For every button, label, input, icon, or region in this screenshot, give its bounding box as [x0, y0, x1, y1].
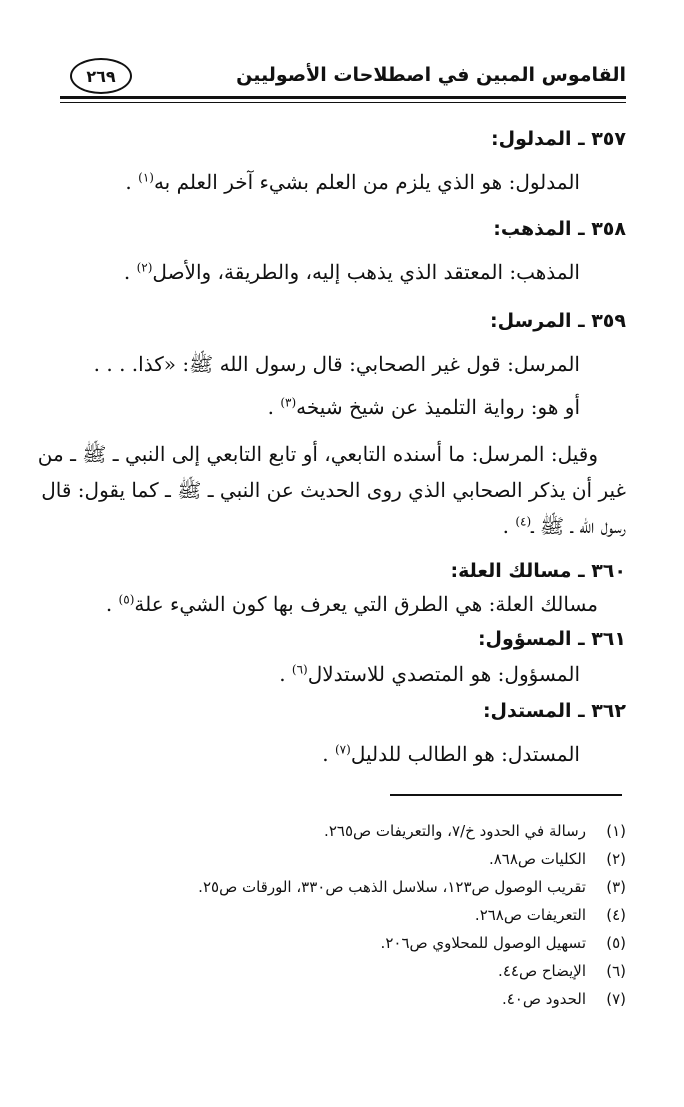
footnote-number: (٢)	[606, 850, 626, 868]
header-rule-thin	[60, 102, 626, 103]
footnote	[489, 850, 626, 868]
entry-definition: المرسل: قول غير الصحابي: قال رسول الله ﷺ: «كذا. . . .	[93, 352, 580, 376]
footnote	[381, 934, 626, 952]
footnote-text: تقريب الوصول ص١٢٣، سلاسل الذهب ص٣٣٠، الورقات ص٢٥.	[198, 878, 586, 896]
entry-definition	[124, 260, 580, 284]
footnote-ref: (٣)	[280, 395, 297, 410]
footnote-text: الكليات ص٨٦٨.	[488, 850, 586, 868]
header-rule-thick	[60, 96, 626, 99]
entry-definition-paragraph: رسول الله ـ ﷺ ـ$^{(٤)}$ .	[502, 514, 626, 538]
definition-period: .	[125, 170, 132, 194]
page-number: ٢٦٩	[70, 58, 132, 94]
footnote-separator	[390, 794, 622, 796]
footnote-number: (٣)	[606, 878, 626, 896]
footnote-text: الإيضاح ص٤٤.	[498, 962, 586, 980]
entry-definition-paragraph: غير أن يذكر الصحابي الذي روى الحديث عن النبي ـ ﷺ ـ كما يقول: قال	[41, 478, 626, 502]
entry-heading: ٣٦١ ـ المسؤول:	[477, 628, 626, 650]
footnote	[475, 906, 626, 924]
definition-text: المذهب: المعتقد الذي يذهب إليه، والطريقة، والأصل	[152, 260, 580, 284]
definition-period: .	[105, 592, 113, 616]
footnote	[502, 990, 626, 1008]
footnote-number: (٤)	[606, 906, 626, 924]
footnote-text: الحدود ص٤٠.	[501, 990, 586, 1008]
footnote	[498, 962, 626, 980]
entry-definition	[106, 592, 598, 616]
footnote-text: رسالة في الحدود خ/٧، والتعريفات ص٢٦٥.	[324, 822, 586, 840]
footnote-ref: (١)	[138, 170, 154, 185]
footnote-number: (٧)	[606, 990, 626, 1008]
footnote-number: (٦)	[606, 962, 626, 980]
footnote-text: التعريفات ص٢٦٨.	[474, 906, 586, 924]
entry-heading: ٣٥٩ ـ المرسل:	[490, 310, 626, 332]
footnote-ref: (٥)	[118, 592, 135, 607]
running-title: القاموس المبين في اصطلاحات الأصوليين	[236, 64, 626, 86]
footnote-number: (١)	[606, 822, 626, 840]
definition-period: .	[123, 260, 131, 284]
footnote-text: تسهيل الوصول للمحلاوي ص٢٠٦.	[380, 934, 586, 952]
definition-text: رسول الله ـ ﷺ ـ	[531, 514, 626, 538]
footnote-ref: (٤)	[515, 514, 532, 529]
footnote	[198, 878, 626, 896]
footnote-ref: (٢)	[136, 260, 153, 275]
entry-definition	[279, 662, 580, 686]
entry-definition-paragraph: وقيل: المرسل: ما أسنده التابعي، أو تابع التابعي إلى النبي ـ ﷺ ـ من	[37, 442, 598, 466]
footnote-ref: (٦)	[291, 662, 308, 677]
entry-definition	[125, 170, 580, 194]
definition-text: المدلول: هو الذي يلزم من العلم بشيء آخر العلم به	[153, 170, 580, 194]
definition-text: المسؤول: هو المتصدي للاستدلال	[307, 662, 580, 686]
entry-definition-alt: أو هو: رواية التلميذ عن شيخ شيخه$^{(٣)}$ .	[267, 395, 580, 419]
entry-heading: ٣٥٧ ـ المدلول:	[490, 128, 626, 150]
definition-period: .	[279, 662, 286, 686]
footnote-number: (٥)	[606, 934, 626, 952]
entry-heading: ٣٥٨ ـ المذهب:	[493, 218, 626, 240]
footnote-ref: (٧)	[334, 742, 351, 757]
entry-definition	[322, 742, 580, 766]
entry-heading: ٣٦٢ ـ المستدل:	[482, 700, 626, 722]
definition-text: أو هو: رواية التلميذ عن شيخ شيخه	[296, 395, 580, 419]
footnote	[324, 822, 626, 840]
definition-text: مسالك العلة: هي الطرق التي يعرف بها كون الشيء علة	[134, 592, 598, 616]
definition-text: المستدل: هو الطالب للدليل	[350, 742, 580, 766]
definition-period: .	[322, 742, 329, 766]
entry-heading: ٣٦٠ ـ مسالك العلة:	[450, 560, 626, 582]
